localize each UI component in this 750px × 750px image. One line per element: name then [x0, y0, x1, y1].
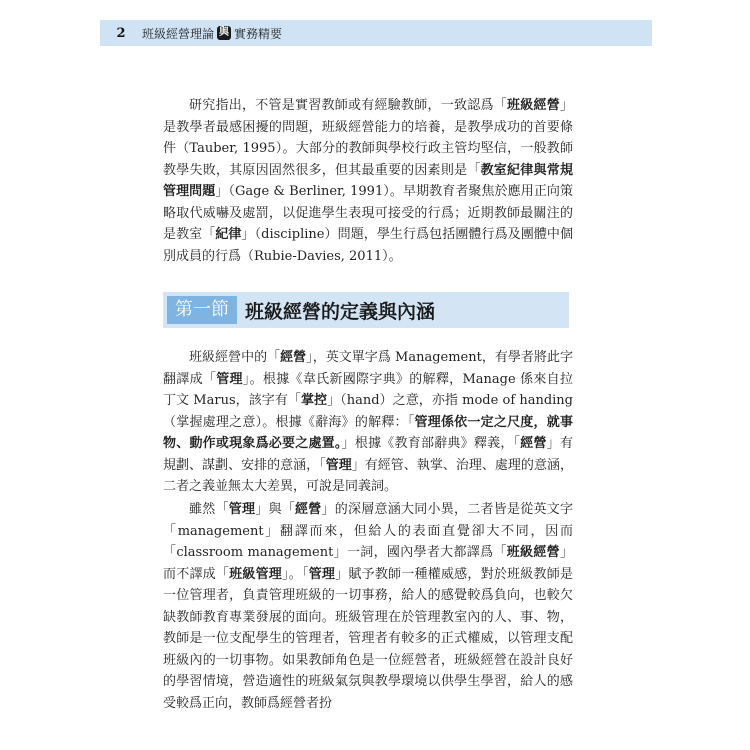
text-run: 」有經管、執掌、治理、處理的意涵，二者之義並無太大差異，可說是同義詞。 — [163, 457, 573, 494]
emphasis-text: 經營 — [295, 502, 322, 517]
running-title-part1: 班級經營理論 — [142, 26, 215, 41]
emphasis-text: 經營 — [520, 436, 547, 451]
running-title — [142, 25, 282, 42]
text-run: 班級經營中的「 — [189, 350, 281, 365]
text-run: 」有規劃、謀劃、安排的意涵，「 — [163, 436, 573, 473]
text-run: 」與「 — [255, 502, 295, 517]
paragraph-text — [163, 499, 573, 714]
text-run: 」。根據《韋氏新國際字典》的解釋，Manage 係來自拉丁文 Marus，該字有「 — [163, 371, 573, 408]
text-run: 」。「 — [282, 566, 309, 582]
emphasis-text: 紀律 — [215, 227, 242, 242]
text-run: 」是教學者最感困擾的問題，班級經營能力的培養，是教學成功的首要條件（Tauber, 1995）。大部分的教師與學校行政主管均堅信，一般教師教學失敗，其原因固然很多，但其最重要的因素則是「 — [163, 98, 573, 178]
emphasis-text: 班級管理 — [229, 566, 283, 582]
running-title-part2: 實務精要 — [234, 26, 283, 41]
paragraph-intro — [163, 95, 573, 267]
section-number: 第一節 — [167, 296, 237, 324]
emphasis-text: 管理係依一定之尺度，就事物、動作或現象爲必要之處置。 — [163, 414, 573, 451]
emphasis-text: 班級經營 — [506, 545, 560, 560]
text-run: 」，英文單字爲 Management，有學者將此字翻譯成「 — [163, 350, 573, 387]
text-run: 」賦予教師一種權威感，對於班級教師是一位管理者，負責管理班級的一切事務，給人的感覺較爲負向，也較欠缺教師教育專業發展的面向。班級管理在於管理教室內的人、事、物，教師是一位支配學生的管理者，管理者有較多的正式權威，以管理支配班級內的一切事物。如果教師角色是一位經營者，班級經營在設計良好的學習情境，營造適性的班級氣氛與教學環境以供學生學習，給人的感受較爲正向，教師爲經營者扮 — [163, 566, 573, 711]
text-run: 」（Gage & Berliner, 1991）。早期教育者聚焦於應用正向策略取代威嚇及處罰，以促進學生表現可接受的行爲；近期教師最關注的是教室「 — [163, 184, 573, 242]
text-run: 」而不譯成「 — [163, 545, 573, 582]
paragraph-text — [163, 95, 573, 267]
text-run: 」（discipline）問題，學生行爲包括團體行爲及團體中個別成員的行爲（Rubie-Davies, 2011）。 — [163, 227, 573, 264]
paragraph-comparison — [163, 499, 573, 714]
paragraph-text — [163, 347, 573, 498]
text-run: 」的深層意涵大同小異，二者皆是從英文字「management」翻譯而來，但給人的表面直覺卻大不同，因而「classroom management」一詞，國內學者大都譯爲「 — [163, 502, 573, 560]
emphasis-text: 管理 — [216, 371, 243, 387]
emphasis-text: 經營 — [280, 350, 307, 365]
text-run: 」（hand）之意，亦指 mode of handing（掌握處理之意）。根據《辭海》的解釋：「 — [163, 393, 573, 430]
page-header — [100, 20, 652, 46]
running-title-connector: 與 — [219, 27, 230, 38]
emphasis-text: 教室紀律與常規管理問題 — [163, 162, 573, 199]
text-run: 研究指出，不管是實習教師或有經驗教師，一致認爲「 — [189, 98, 507, 113]
section-title: 班級經營的定義與內涵 — [245, 300, 436, 323]
emphasis-text: 管理 — [228, 502, 256, 517]
text-run: 」根據《教育部辭典》釋義，「 — [341, 436, 521, 451]
section-heading — [163, 292, 569, 328]
text-run: 雖然「 — [189, 502, 229, 517]
page-number: 2 — [116, 25, 126, 41]
paragraph-definition — [163, 347, 573, 498]
emphasis-text: 掌控 — [300, 393, 328, 408]
emphasis-text: 管理 — [325, 457, 352, 473]
emphasis-text: 班級經營 — [506, 98, 560, 113]
emphasis-text: 管理 — [308, 566, 336, 582]
